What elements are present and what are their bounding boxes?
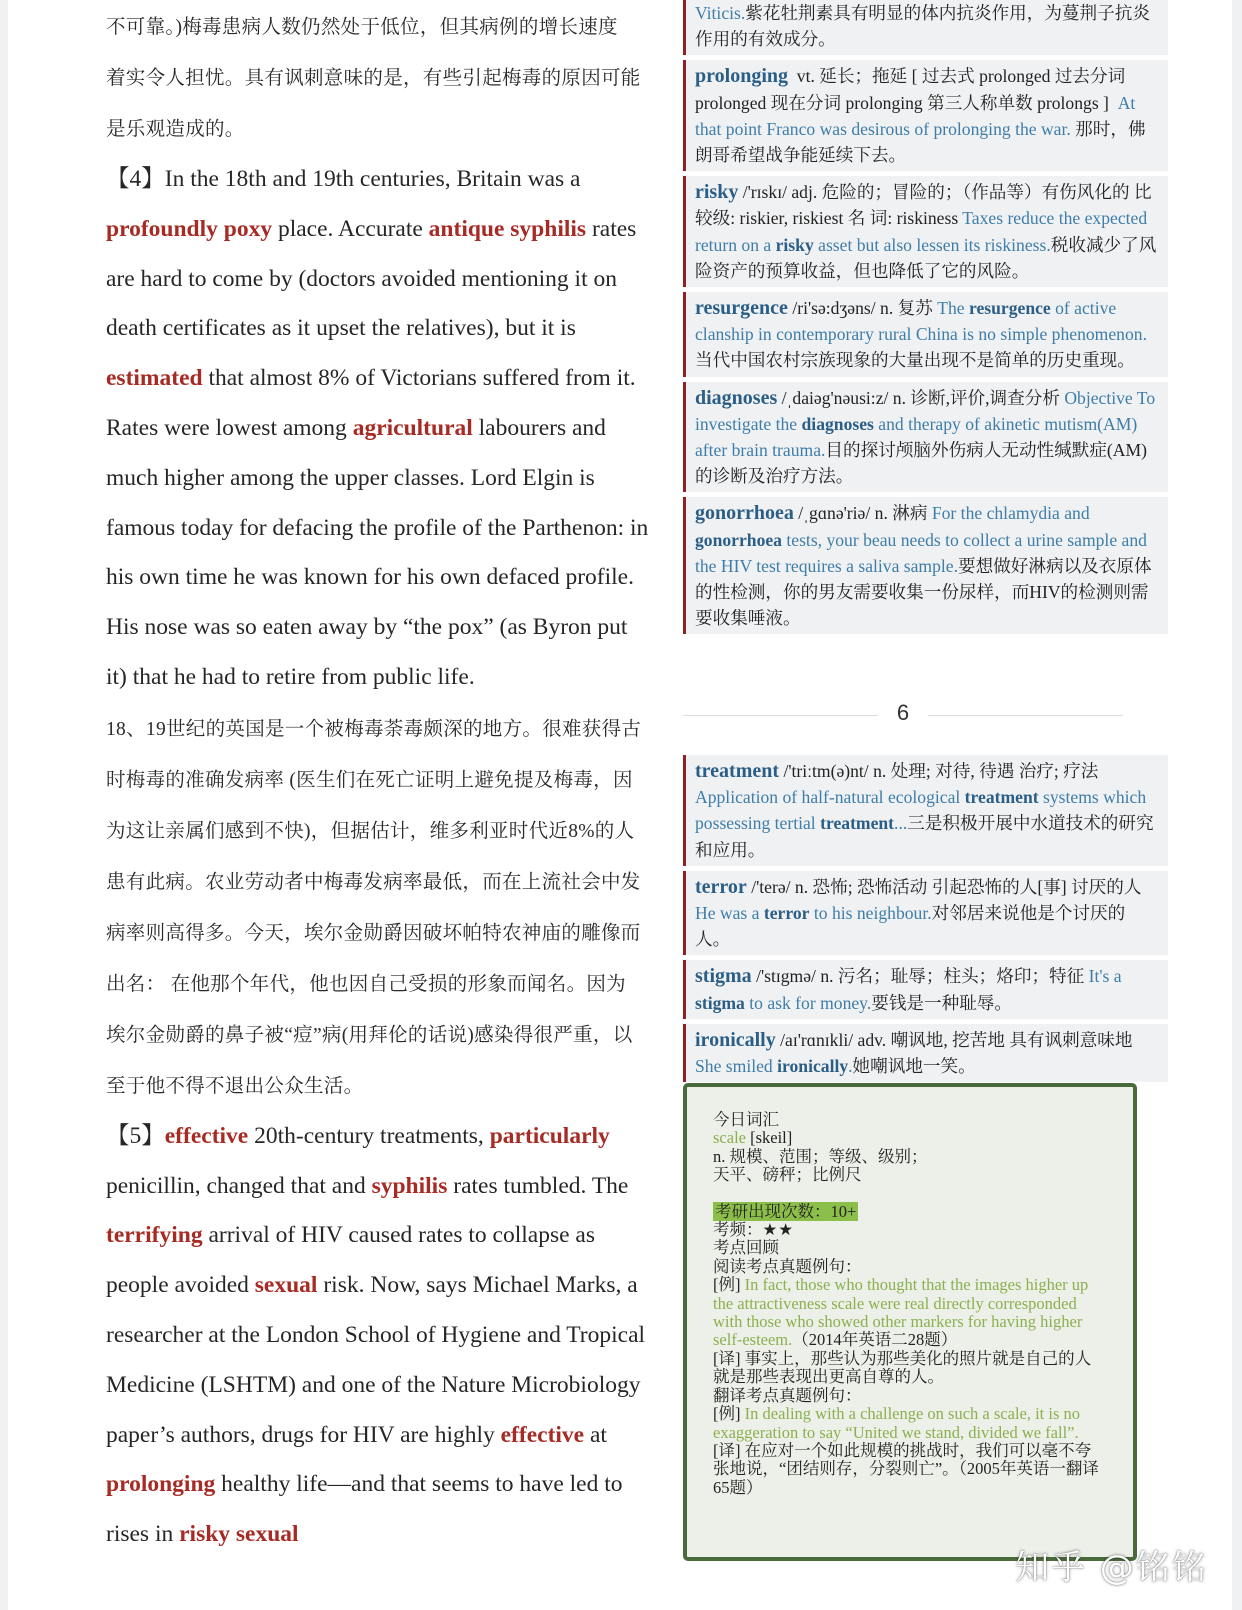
exam-count-badge: 考研出现次数：10+ bbox=[715, 1201, 857, 1221]
zh-line: 患有此病。农业劳动者中梅毒发病率最低，而在上流社会中发 bbox=[106, 871, 641, 893]
highlighted-word: sexual bbox=[254, 1272, 318, 1299]
vocab-card-resurgence: resurgence /ri'sə:dʒəns/ n. 复苏 The resurgence of active clanship in contemporary rural China is no simple phenomenon.当代中国农村宗族现象的大量出现不是简单的历史重现。 bbox=[683, 292, 1168, 377]
daily-word: scale bbox=[713, 1128, 746, 1148]
highlighted-word: effective bbox=[164, 1122, 249, 1149]
daily-review: 考点回顾 bbox=[713, 1238, 779, 1258]
chinese-translation-top bbox=[106, 2, 651, 155]
vocab-word: prolonging bbox=[695, 65, 788, 88]
daily-vocab-box bbox=[683, 1083, 1137, 1561]
zh-line: 不可靠。)梅毒患病人数仍然处于低位，但其病例的增长速度 bbox=[106, 17, 618, 38]
daily-definition: 天平、磅秤；比例尺 bbox=[713, 1165, 862, 1185]
daily-definition: n. 规模、范围；等级、级别； bbox=[713, 1146, 928, 1166]
vocab-word: gonorrhoea bbox=[695, 502, 794, 525]
vocab-word: risky bbox=[695, 181, 739, 204]
highlighted-word: agricultural bbox=[352, 414, 473, 441]
translation-translation: [译] 在应对一个如此规模的挑战时，我们可以毫不夸张地说，“团结则存，分裂则亡”。（2005年英语一翻译65题） bbox=[713, 1440, 1099, 1497]
zh-line: 着实令人担忧。具有讽刺意味的是，有些引起梅毒的原因可能 bbox=[106, 68, 641, 89]
reading-title: 阅读考点真题例句： bbox=[713, 1256, 862, 1276]
page-divider bbox=[928, 715, 1123, 716]
page-number-label: 6 bbox=[896, 700, 910, 725]
daily-count-line bbox=[713, 1203, 1107, 1221]
vocab-column-2 bbox=[683, 755, 1168, 1087]
highlighted-word: effective bbox=[500, 1421, 585, 1448]
highlighted-word: estimated bbox=[106, 365, 203, 392]
zh-line: 埃尔金勋爵的鼻子被“痘”病(用拜伦的话说)感染得很严重，以 bbox=[106, 1024, 633, 1046]
vocab-word: stigma bbox=[695, 965, 752, 988]
zh-line: 18、19世纪的英国是一个被梅毒荼毒颇深的地方。很难获得古 bbox=[106, 718, 642, 740]
left-page-edge bbox=[0, 0, 8, 1610]
article-column bbox=[106, 0, 651, 1560]
page-divider bbox=[683, 715, 878, 716]
vocab-card-gonorrhoea: gonorrhoea /ˌgɑnə'riə/ n. 淋病 For the chlamydia and gonorrhoea tests, your beau needs to collect a urine sample and the HIV test requires a saliva sample.要想做好淋病以及衣原体的性检测，你的男友需要收集一份尿样，而HIV的检测则需要收集唾液。 bbox=[683, 497, 1168, 634]
translation-example: [例] In dealing with a challenge on such a scale, it is no exaggeration to say “United we stand, divided we fall”. bbox=[713, 1404, 1081, 1442]
vocab-column bbox=[683, 0, 1168, 639]
daily-title: 今日词汇 bbox=[713, 1110, 779, 1129]
highlighted-word: syphilis bbox=[371, 1172, 448, 1199]
highlighted-word: profoundly poxy bbox=[106, 215, 273, 242]
highlighted-word: prolonging bbox=[106, 1471, 216, 1498]
page-number bbox=[683, 700, 1123, 730]
vocab-card-terror: terror /'terə/ n. 恐怖; 恐怖活动 引起恐怖的人[事] 讨厌的人 He was a terror to his neighbour.对邻居来说他是个讨厌的人。 bbox=[683, 871, 1168, 956]
star-rating: ★★ bbox=[762, 1220, 795, 1240]
right-page-edge bbox=[1232, 0, 1242, 1610]
zh-line: 出名： 在他那个年代，他也因自己受损的形象而闻名。因为 bbox=[106, 973, 626, 995]
paragraph-5: 【5】effective 20th-century treatments, particularly penicillin, changed that and syphilis rates tumbled. The terrifying arrival of HIV caused rates to collapse as people avoided sexual risk. Now, says Michael Marks, a researcher at the London School of Hygiene and Tropical Medicine (LSHTM) and one of the Nature Microbiology paper’s authors, drugs for HIV are highly effective at prolonging healthy life—and that seems to have led to rises in risky sexual bbox=[106, 1122, 646, 1548]
vocab-word: terror bbox=[695, 875, 747, 898]
zh-line: 是乐观造成的。 bbox=[106, 119, 245, 140]
zhihu-watermark: 知乎 @铭铭 bbox=[1015, 1548, 1208, 1588]
zh-line: 至于他不得不退出公众生活。 bbox=[106, 1075, 364, 1097]
paragraph-marker: 【4】 bbox=[106, 166, 165, 192]
vocab-card-prolonging: prolonging vt. 延长；拖延 [ 过去式 prolonged 过去分词 prolonged 现在分词 prolonging 第三人称单数 prolongs ] At that point Franco was desirous of prolonging the war. 那时，佛朗哥希望战争能延续下去。 bbox=[683, 60, 1168, 171]
paragraph-4: 【4】In the 18th and 19th centuries, Britain was a profoundly poxy place. Accurate antique syphilis rates are hard to come by (doctors avoided mentioning it on death certificates as it upset the relatives), but it is estimated that almost 8% of Victorians suffered from it. Rates were lowest among agricultural labourers and much higher among the upper classes. Lord Elgin is famous today for defacing the profile of the Parthenon: in his own time he was known for his own defaced profile. His nose was so eaten away by “the pox” (as Byron put it) that he had to retire from public life. bbox=[106, 166, 649, 690]
vocab-word: diagnoses bbox=[695, 386, 778, 409]
highlighted-word: antique syphilis bbox=[428, 215, 587, 242]
vocab-card-risky: risky /'rɪskɪ/ adj. 危险的；冒险的；（作品等）有伤风化的 比较级: riskier, riskiest 名 词: riskiness Taxes reduce the expected return on a risky asset but also lessen its riskiness.税收减少了风险资产的预算收益，但也降低了它的风险。 bbox=[683, 176, 1168, 287]
paragraph-marker: 【5】 bbox=[106, 1122, 165, 1149]
zh-line: 时梅毒的准确发病率 (医生们在死亡证明上避免提及梅毒，因 bbox=[106, 769, 633, 791]
vocab-card-ironically: ironically /aɪ'rɑnɪkli/ adv. 嘲讽地, 挖苦地 具有讽刺意味地 She smiled ironically.她嘲讽地一笑。 bbox=[683, 1024, 1168, 1082]
reading-translation: [译] 事实上，那些认为那些美化的照片就是自己的人就是那些表现出更高自尊的人。 bbox=[713, 1348, 1092, 1387]
highlighted-word: particularly bbox=[489, 1122, 610, 1149]
spacer bbox=[713, 1185, 1107, 1203]
zh-line: 为这让亲属们感到不快)，但据估计，维多利亚时代近8%的人 bbox=[106, 820, 635, 842]
vocab-card-treatment: treatment /'triːtm(ə)nt/ n. 处理; 对待, 待遇 治疗; 疗法 Application of half-natural ecological treatment systems which possessing tertial treatment...三是积极开展中水道技术的研究和应用。 bbox=[683, 755, 1168, 866]
zh-line: 病率则高得多。今天，埃尔金勋爵因破坏帕特农神庙的雕像而 bbox=[106, 922, 641, 944]
vocab-word: ironically bbox=[695, 1028, 776, 1051]
highlighted-word: risky sexual bbox=[179, 1521, 299, 1548]
vocab-card-diagnoses: diagnoses /ˌdaiəg'nəusi:z/ n. 诊断,评价,调查分析 Objective To investigate the diagnoses and therapy of akinetic mutism(AM) after brain trauma.目的探讨颅脑外伤病人无动性缄默症(AM)的诊断及治疗方法。 bbox=[683, 382, 1168, 493]
daily-phonetic: [skeil] bbox=[745, 1128, 793, 1148]
vocab-word: resurgence bbox=[695, 297, 788, 320]
chinese-translation-4 bbox=[106, 704, 651, 1112]
vocab-word: treatment bbox=[695, 760, 780, 782]
vocab-card-stigma: stigma /'stɪgmə/ n. 污名；耻辱；柱头；烙印；特征 It's a stigma to ask for money.要钱是一种耻辱。 bbox=[683, 960, 1168, 1018]
highlighted-word: terrifying bbox=[106, 1222, 203, 1249]
vocab-card: Viticis.紫花牡荆素具有明显的体内抗炎作用，为蔓荆子抗炎作用的有效成分。 bbox=[683, 0, 1168, 55]
reading-example: [例] In fact, those who thought that the images higher up the attractiveness scale were real directly corresponded with those who showed other markers for having higher self-esteem.（2014年英语二28题） bbox=[713, 1275, 1089, 1350]
daily-word-line bbox=[713, 1129, 1107, 1147]
daily-frequency: 考频：★★ bbox=[713, 1220, 795, 1240]
translation-title: 翻译考点真题例句： bbox=[713, 1385, 862, 1405]
